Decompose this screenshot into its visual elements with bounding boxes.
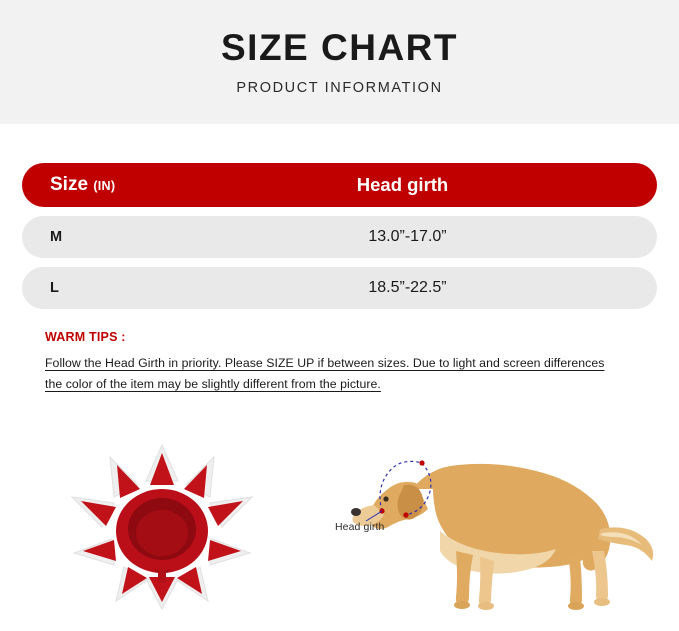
head-girth-caption: Head girth <box>335 521 385 533</box>
page-header <box>0 0 679 124</box>
warm-tips-line-2: the color of the item may be slightly different from the picture. <box>45 377 381 391</box>
page-subtitle: PRODUCT INFORMATION <box>236 80 443 97</box>
dog-image <box>320 411 660 621</box>
table-row <box>22 216 657 258</box>
column-header-size <box>22 174 208 196</box>
pet-hood-image <box>62 441 262 611</box>
cell-size-m: M <box>50 229 63 245</box>
page-title: SIZE CHART <box>221 26 458 68</box>
warm-tips-line-1: Follow the Head Girth in priority. Please SIZE UP if between sizes. Due to light and screen differences <box>45 356 605 370</box>
warm-tips <box>0 330 679 395</box>
column-header-size-unit: (IN) <box>93 179 116 193</box>
table-header-row <box>22 163 657 207</box>
column-header-head-girth: Head girth <box>356 174 449 195</box>
warm-tips-title: WARM TIPS : <box>45 330 126 344</box>
size-chart-table <box>0 163 679 309</box>
table-row <box>22 267 657 309</box>
product-illustrations <box>0 411 679 631</box>
cell-girth-m: 13.0”-17.0” <box>368 228 447 245</box>
cell-size-l: L <box>50 280 59 296</box>
column-header-size-label: Size <box>50 174 89 195</box>
cell-girth-l: 18.5”-22.5” <box>368 279 447 296</box>
